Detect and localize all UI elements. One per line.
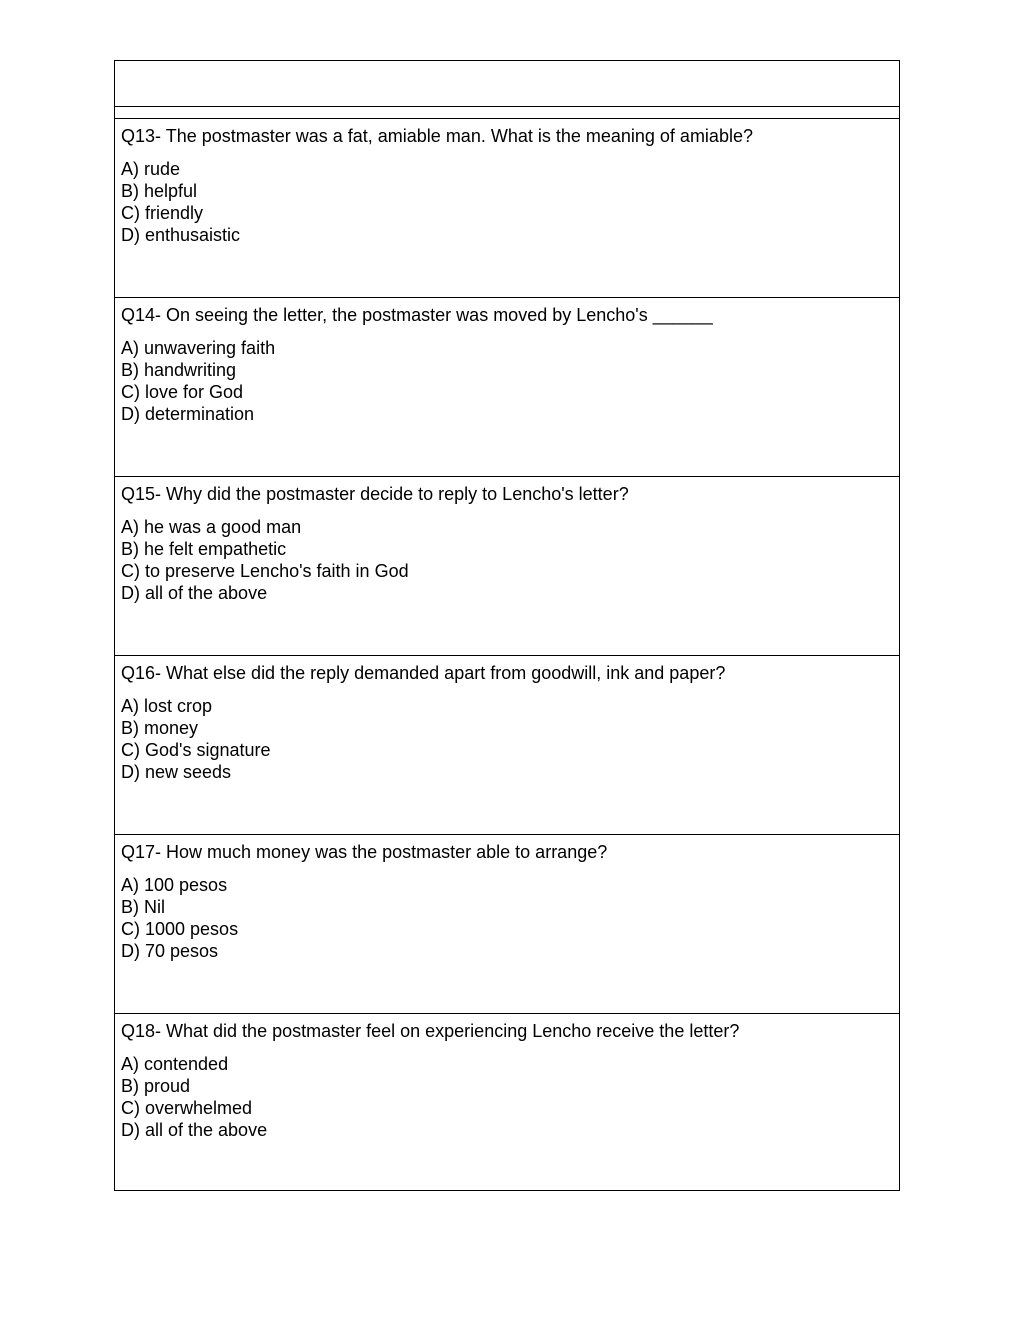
option-a: A) 100 pesos — [121, 875, 228, 895]
question-text: Q17- How much money was the postmaster able to arrange? — [121, 842, 608, 862]
empty-header-cell — [115, 61, 899, 107]
option-list — [121, 337, 275, 425]
option-b: B) money — [121, 718, 199, 738]
option-a: A) he was a good man — [121, 517, 302, 537]
option-c: C) overwhelmed — [121, 1098, 253, 1118]
option-d: D) all of the above — [121, 583, 268, 603]
question-block-13 — [115, 119, 899, 298]
option-d: D) new seeds — [121, 762, 232, 782]
question-text: Q13- The postmaster was a fat, amiable man. What is the meaning of amiable? — [121, 126, 753, 146]
option-c: C) 1000 pesos — [121, 919, 239, 939]
option-b: B) handwriting — [121, 360, 237, 380]
option-b: B) proud — [121, 1076, 191, 1096]
option-list — [121, 874, 238, 962]
option-list — [121, 695, 271, 783]
option-c: C) to preserve Lencho's faith in God — [121, 561, 409, 581]
question-block-18 — [115, 1014, 899, 1193]
question-block-15 — [115, 477, 899, 656]
option-b: B) he felt empathetic — [121, 539, 287, 559]
question-table — [114, 60, 900, 1191]
option-c: C) love for God — [121, 382, 244, 402]
question-block-16 — [115, 656, 899, 835]
option-b: B) Nil — [121, 897, 165, 917]
question-text: Q16- What else did the reply demanded apart from goodwill, ink and paper? — [121, 663, 726, 683]
option-a: A) unwavering faith — [121, 338, 276, 358]
question-block-14 — [115, 298, 899, 477]
option-d: D) 70 pesos — [121, 941, 219, 961]
option-b: B) helpful — [121, 181, 198, 201]
option-list — [121, 516, 409, 604]
option-a: A) rude — [121, 159, 181, 179]
option-a: A) contended — [121, 1054, 229, 1074]
option-a: A) lost crop — [121, 696, 213, 716]
question-text: Q18- What did the postmaster feel on experiencing Lencho receive the letter? — [121, 1021, 740, 1041]
option-list — [121, 158, 240, 246]
question-text: Q14- On seeing the letter, the postmaster was moved by Lencho's ______ — [121, 305, 713, 325]
option-d: D) determination — [121, 404, 255, 424]
question-text: Q15- Why did the postmaster decide to reply to Lencho's letter? — [121, 484, 629, 504]
option-c: C) God's signature — [121, 740, 271, 760]
option-d: D) enthusaistic — [121, 225, 241, 245]
option-c: C) friendly — [121, 203, 204, 223]
option-list — [121, 1053, 267, 1141]
question-block-17 — [115, 835, 899, 1014]
option-d: D) all of the above — [121, 1120, 268, 1140]
